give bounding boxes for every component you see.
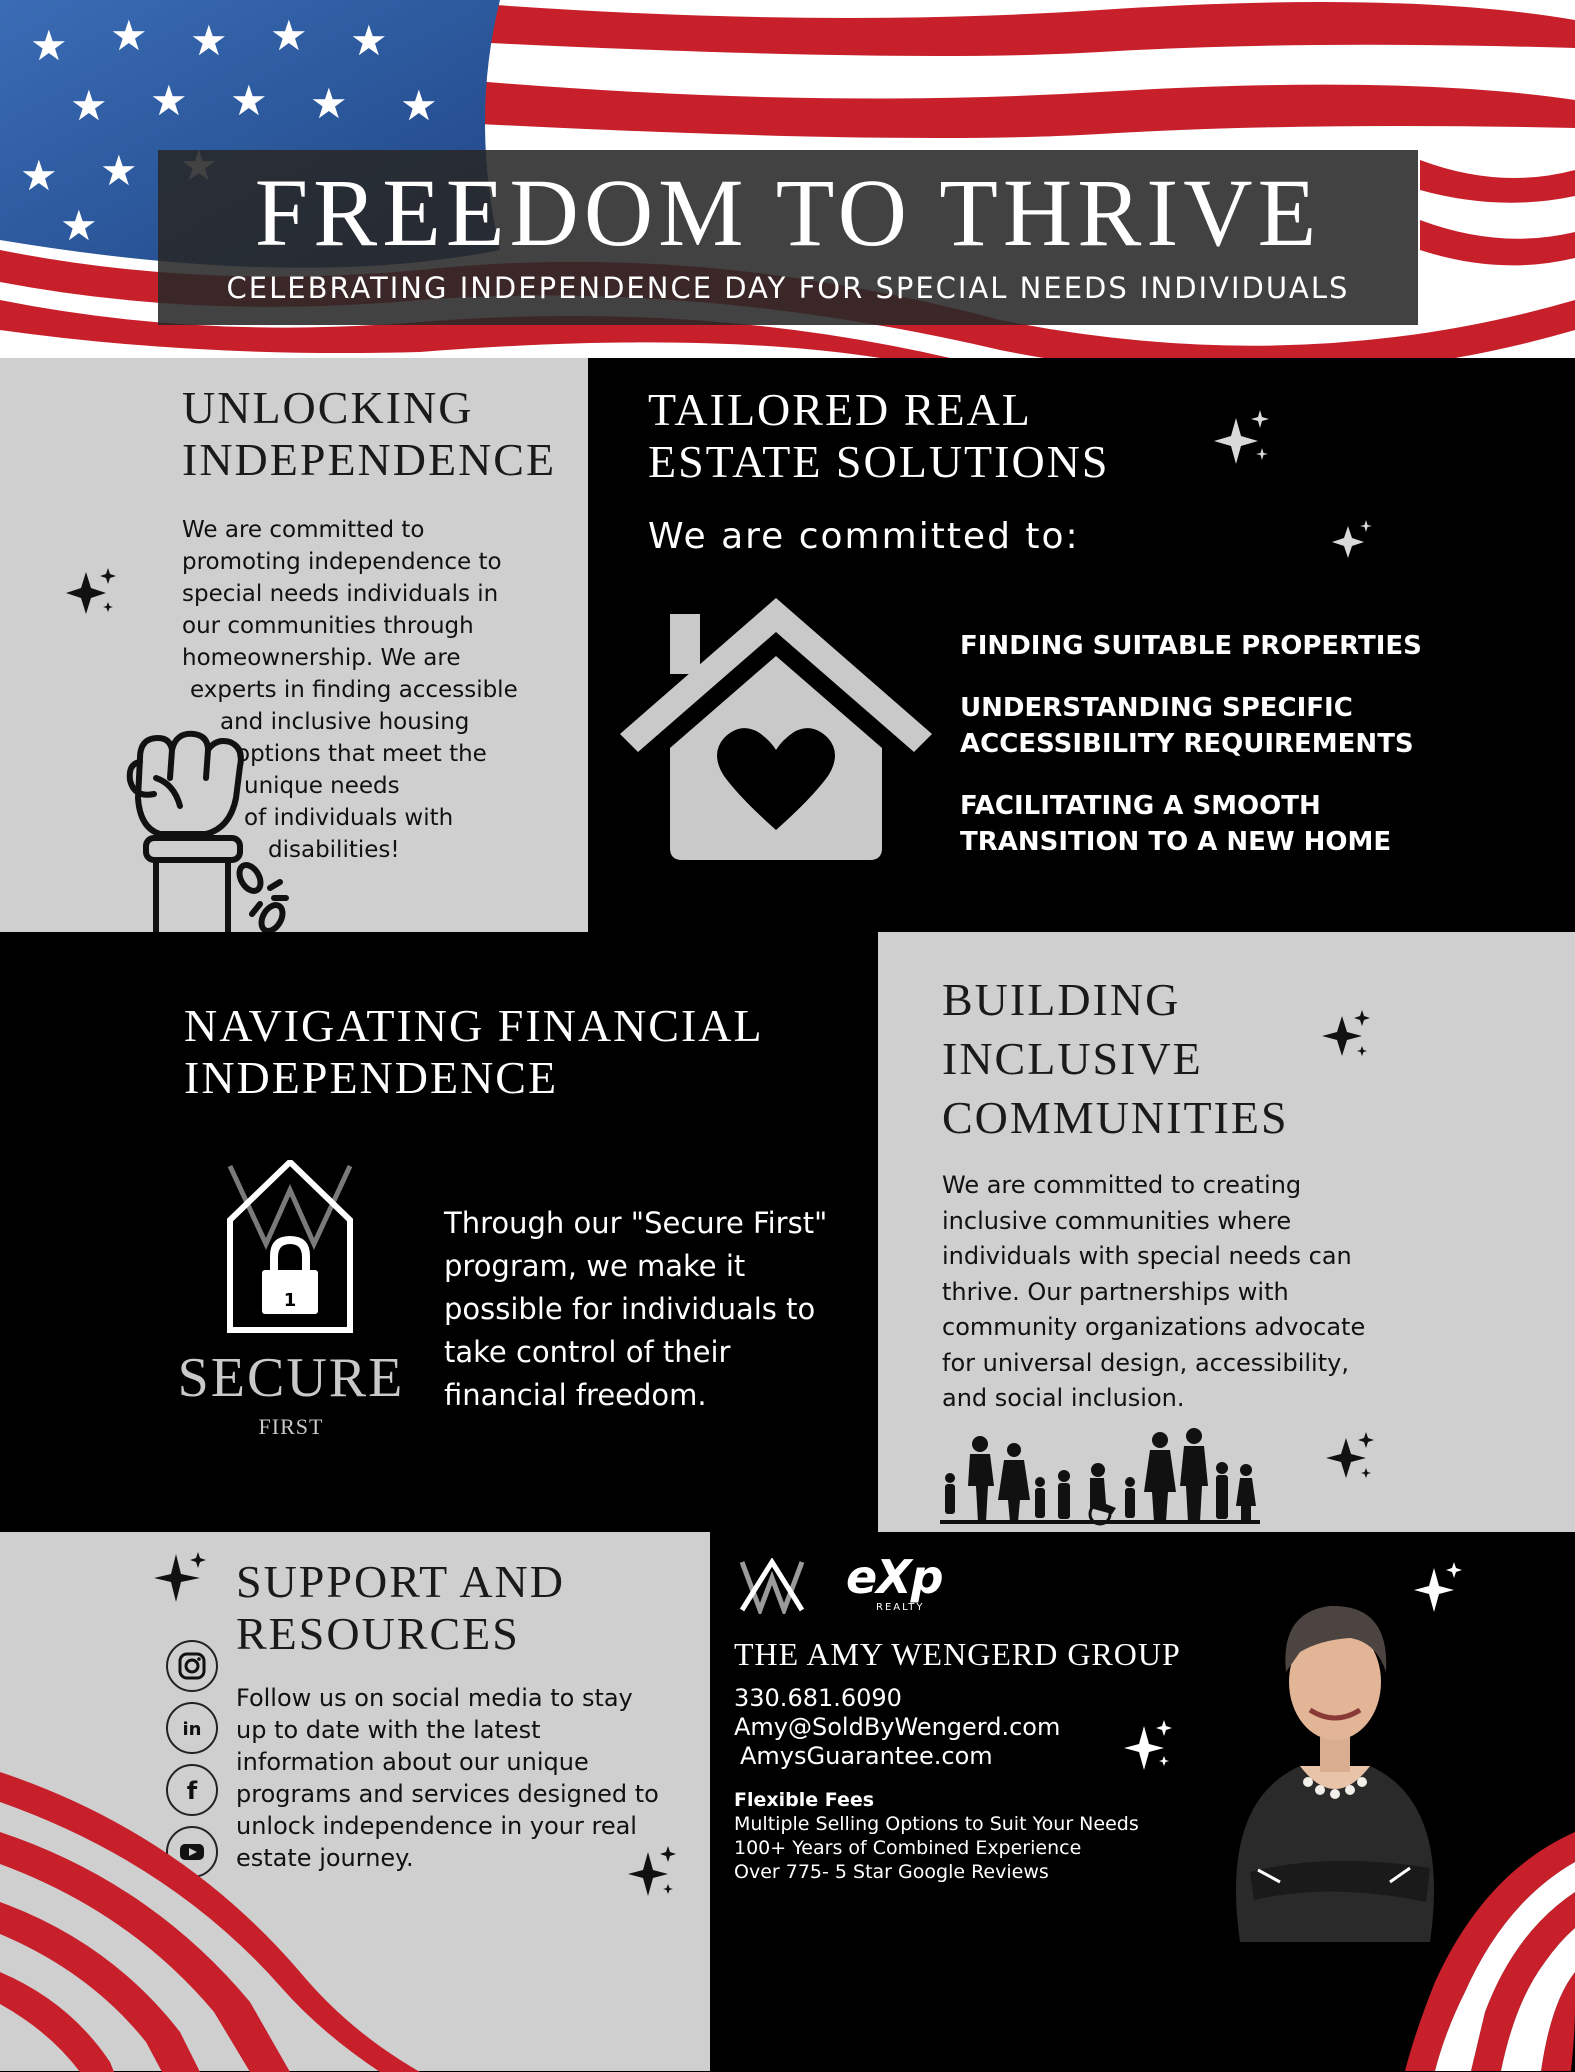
tailored-heading [648, 384, 1109, 487]
unlocking-line: promoting independence to [182, 549, 502, 575]
title-banner [158, 150, 1418, 325]
svg-text:★: ★ [30, 21, 68, 70]
svg-text:★: ★ [350, 16, 388, 65]
unlocking-line: experts in finding accessible [190, 677, 518, 703]
financial-line: program, we make it [444, 1249, 746, 1283]
unlocking-line: disabilities! [268, 837, 400, 863]
financial-line: possible for individuals to [444, 1292, 816, 1326]
financial-line: Through our "Secure First" [444, 1206, 828, 1240]
feature-line: Multiple Selling Options to Suit Your Needs [734, 1813, 1139, 1835]
secure-logo-sub: FIRST [258, 1414, 324, 1439]
financial-body [444, 1202, 864, 1417]
page-title: FREEDOM TO THRIVE [254, 159, 1322, 266]
contact-website[interactable]: AmysGuarantee.com [740, 1742, 993, 1770]
wengerd-logo [738, 1558, 806, 1614]
support-line: Follow us on social media to stay [236, 1684, 633, 1712]
communities-heading [942, 970, 1289, 1147]
svg-text:★: ★ [60, 201, 98, 250]
feature-line: 100+ Years of Combined Experience [734, 1837, 1082, 1859]
unlocking-heading-line1: UNLOCKING [182, 382, 474, 433]
communities-heading-line2: INCLUSIVE [942, 1033, 1203, 1084]
linkedin-icon[interactable] [166, 1702, 218, 1754]
unlocking-line: options that meet the [236, 741, 487, 767]
financial-heading-line2: INDEPENDENCE [184, 1051, 559, 1103]
tailored-item-text: FACILITATING A SMOOTH [960, 791, 1321, 821]
communities-heading-line3: COMMUNITIES [942, 1092, 1289, 1143]
contact-block [734, 1684, 1060, 1771]
communities-body [942, 1168, 1562, 1417]
exp-brand: eXp [846, 1550, 943, 1604]
communities-line: and social inclusion. [942, 1384, 1185, 1412]
svg-text:in: in [182, 1719, 202, 1740]
tailored-heading-line2: ESTATE SOLUTIONS [648, 435, 1110, 487]
tailored-intro: We are committed to: [648, 516, 1080, 557]
financial-heading-line1: NAVIGATING FINANCIAL [184, 1000, 764, 1051]
tailored-panel [588, 358, 1575, 932]
communities-line: individuals with special needs can [942, 1242, 1352, 1270]
tailored-list-item [960, 628, 1560, 664]
communities-panel [878, 932, 1575, 1532]
unlocking-heading-line2: INDEPENDENCE [182, 433, 557, 485]
flag-corner-illustration [1375, 1832, 1575, 2071]
support-line: programs and services designed to [236, 1780, 659, 1808]
tailored-list [960, 628, 1560, 860]
unlocking-line: We are committed to [182, 517, 425, 543]
tailored-item-text: TRANSITION TO A NEW HOME [960, 827, 1392, 857]
secure-logo-word: SECURE [177, 1347, 405, 1409]
sparkle-icon [1212, 408, 1276, 472]
financial-line: take control of their [444, 1335, 731, 1369]
exp-realty-logo [846, 1552, 943, 1613]
tailored-item-text: ACCESSIBILITY REQUIREMENTS [960, 729, 1414, 759]
sparkle-icon [1326, 1430, 1378, 1484]
page-subtitle: CELEBRATING INDEPENDENCE DAY FOR SPECIAL NEEDS INDIVIDUALS [226, 271, 1350, 305]
unlocking-line: homeownership. We are [182, 645, 461, 671]
svg-text:★: ★ [110, 11, 148, 60]
lock-number: 1 [283, 1290, 297, 1311]
instagram-icon[interactable] [166, 1640, 218, 1692]
agent-panel [710, 1532, 1575, 2071]
svg-text:f: f [186, 1777, 198, 1805]
svg-text:★: ★ [400, 81, 438, 130]
fees-block [734, 1788, 1139, 1884]
raised-fist-broken-chain-icon [120, 718, 300, 933]
communities-line: community organizations advocate [942, 1313, 1366, 1341]
tailored-item-text: FINDING SUITABLE PROPERTIES [960, 631, 1422, 661]
unlocking-line: unique needs [244, 773, 400, 799]
unlocking-panel [0, 358, 588, 932]
tailored-heading-line1: TAILORED REAL [648, 384, 1032, 435]
communities-line: thrive. Our partnerships with [942, 1277, 1289, 1306]
tailored-list-item [960, 788, 1560, 860]
sparkle-icon [628, 1844, 680, 1900]
unlocking-line: special needs individuals in [182, 581, 499, 607]
support-heading-line1: SUPPORT AND [236, 1556, 565, 1607]
support-line: information about our unique [236, 1748, 589, 1776]
financial-heading [184, 1000, 764, 1103]
support-panel [0, 1532, 710, 2071]
sparkle-icon [154, 1550, 208, 1606]
fees-title: Flexible Fees [734, 1789, 875, 1811]
financial-panel [0, 932, 878, 1532]
unlocking-line: of individuals with [244, 805, 454, 831]
support-line: unlock independence in your real [236, 1812, 637, 1840]
financial-line: financial freedom. [444, 1378, 707, 1412]
unlocking-heading [182, 382, 556, 485]
house-heart-icon [620, 598, 932, 860]
communities-line: for universal design, accessibility, [942, 1348, 1349, 1377]
sparkle-icon [1124, 1718, 1178, 1772]
secure-first-logo [222, 1160, 358, 1340]
support-line: up to date with the latest [236, 1716, 541, 1744]
group-name: THE AMY WENGERD GROUP [734, 1636, 1181, 1672]
unlocking-line: our communities through [182, 613, 474, 639]
communities-heading-line1: BUILDING [942, 974, 1181, 1025]
contact-phone[interactable]: 330.681.6090 [734, 1684, 902, 1712]
sparkle-icon [1330, 518, 1376, 564]
svg-text:★: ★ [310, 79, 348, 128]
svg-text:★: ★ [20, 151, 58, 200]
support-heading-line2: RESOURCES [236, 1607, 520, 1659]
support-heading [236, 1556, 565, 1659]
svg-text:★: ★ [230, 76, 268, 125]
sparkle-icon [1322, 1008, 1374, 1062]
tailored-item-text: UNDERSTANDING SPECIFIC [960, 693, 1353, 723]
svg-text:★: ★ [70, 81, 108, 130]
contact-email[interactable]: Amy@SoldByWengerd.com [734, 1713, 1061, 1741]
flag-corner-illustration [0, 1772, 420, 2072]
families-silhouette-illustration [940, 1426, 1260, 1526]
svg-text:★: ★ [190, 16, 228, 65]
feature-line: Over 775- 5 Star Google Reviews [734, 1861, 1049, 1883]
communities-line: We are committed to creating [942, 1171, 1302, 1199]
svg-text:★: ★ [150, 76, 188, 125]
unlocking-line: and inclusive housing [220, 709, 470, 735]
tailored-list-item [960, 690, 1560, 762]
sparkle-icon [66, 566, 120, 620]
svg-text:★: ★ [270, 11, 308, 60]
communities-line: inclusive communities where [942, 1206, 1292, 1235]
support-line: estate journey. [236, 1844, 414, 1872]
exp-brand-sub: REALTY [876, 1602, 925, 1613]
svg-text:★: ★ [100, 146, 138, 195]
